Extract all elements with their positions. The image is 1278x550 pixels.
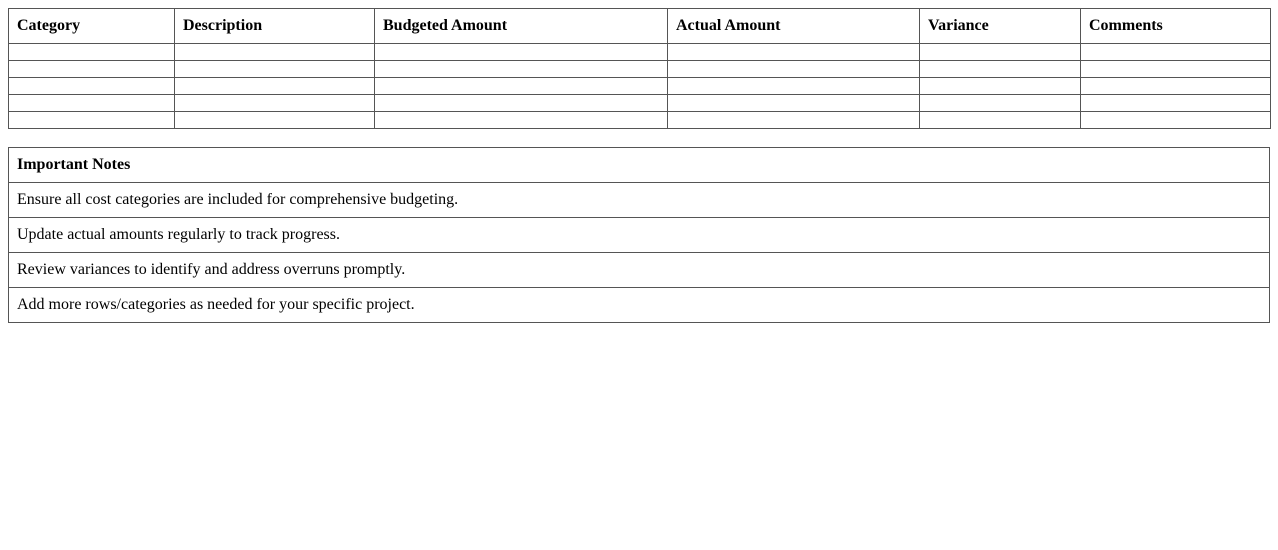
table-cell[interactable] [375,78,668,95]
header-actual-amount: Actual Amount [668,9,920,44]
table-cell[interactable] [9,95,175,112]
note-row [9,253,1270,288]
budget-table [8,8,1271,129]
table-cell[interactable] [1081,95,1271,112]
table-cell[interactable] [1081,44,1271,61]
table-row [9,44,1271,61]
table-cell[interactable] [1081,112,1271,129]
table-row [9,78,1271,95]
table-cell[interactable] [9,112,175,129]
table-row [9,95,1271,112]
table-cell[interactable] [668,61,920,78]
table-row [9,112,1271,129]
table-cell[interactable] [375,61,668,78]
header-category: Category [9,9,175,44]
table-cell[interactable] [175,44,375,61]
note-row [9,288,1270,323]
table-row [9,61,1271,78]
table-cell[interactable] [920,112,1081,129]
table-cell[interactable] [375,44,668,61]
note-item: Review variances to identify and address overruns promptly. [9,253,1270,288]
table-cell[interactable] [175,61,375,78]
table-cell[interactable] [9,78,175,95]
table-cell[interactable] [920,61,1081,78]
table-cell[interactable] [9,44,175,61]
notes-table [8,147,1270,323]
table-cell[interactable] [668,44,920,61]
table-cell[interactable] [175,95,375,112]
note-item: Add more rows/categories as needed for your specific project. [9,288,1270,323]
table-cell[interactable] [920,78,1081,95]
table-cell[interactable] [1081,61,1271,78]
header-variance: Variance [920,9,1081,44]
table-cell[interactable] [668,112,920,129]
table-cell[interactable] [668,95,920,112]
header-budgeted-amount: Budgeted Amount [375,9,668,44]
header-comments: Comments [1081,9,1271,44]
table-cell[interactable] [9,61,175,78]
table-cell[interactable] [175,78,375,95]
table-cell[interactable] [375,112,668,129]
note-item: Update actual amounts regularly to track progress. [9,218,1270,253]
table-cell[interactable] [920,44,1081,61]
table-cell[interactable] [920,95,1081,112]
note-row [9,218,1270,253]
notes-title: Important Notes [9,148,1270,183]
table-cell[interactable] [1081,78,1271,95]
note-item: Ensure all cost categories are included for comprehensive budgeting. [9,183,1270,218]
notes-header-row [9,148,1270,183]
table-cell[interactable] [375,95,668,112]
table-cell[interactable] [175,112,375,129]
budget-header-row [9,9,1271,44]
table-cell[interactable] [668,78,920,95]
header-description: Description [175,9,375,44]
note-row [9,183,1270,218]
